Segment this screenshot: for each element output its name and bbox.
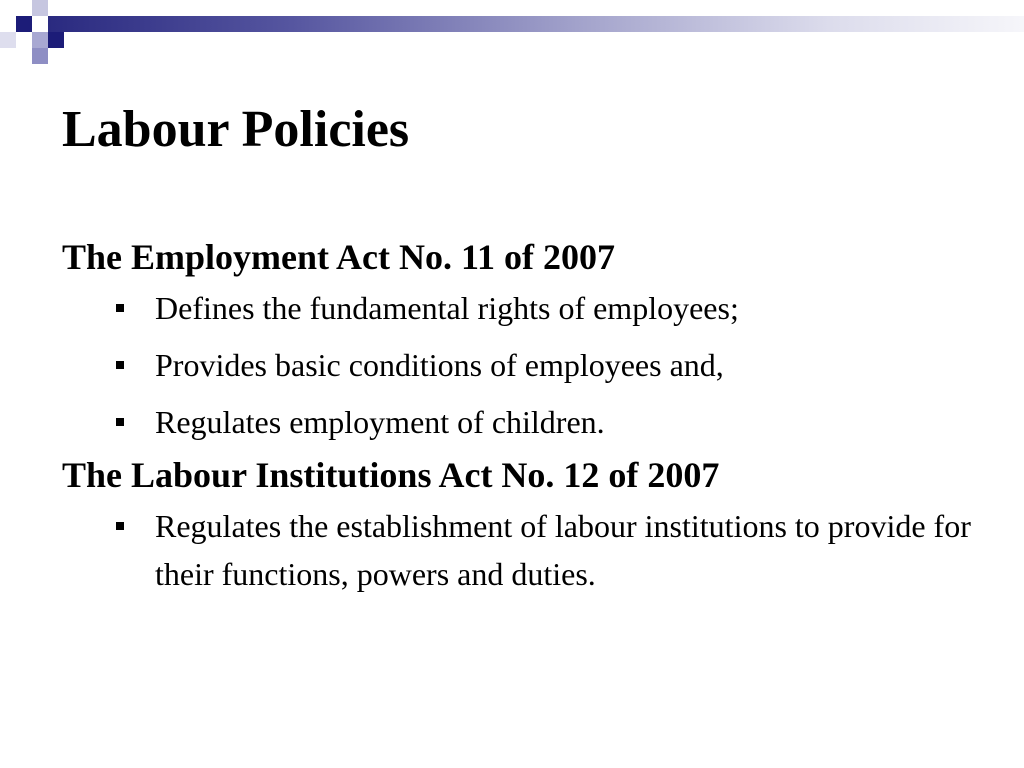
bullet-text: Regulates employment of children. bbox=[155, 404, 605, 440]
bullet-item bbox=[62, 398, 982, 446]
decor-square bbox=[32, 32, 48, 48]
section-heading: The Labour Institutions Act No. 12 of 2007 bbox=[62, 455, 720, 495]
decor-gradient-bar bbox=[48, 16, 1024, 32]
bullet-list bbox=[62, 284, 982, 446]
title-decoration bbox=[0, 0, 1024, 64]
section-employment-act bbox=[62, 230, 982, 446]
section-labour-institutions-act bbox=[62, 448, 982, 598]
slide-title: Labour Policies bbox=[62, 101, 410, 158]
bullet-list bbox=[62, 502, 982, 598]
square-bullet-icon bbox=[116, 418, 124, 426]
decor-square bbox=[32, 0, 48, 16]
bullet-text: Provides basic conditions of employees and, bbox=[155, 347, 724, 383]
square-bullet-icon bbox=[116, 522, 124, 530]
bullet-item bbox=[62, 502, 982, 598]
decor-square bbox=[0, 32, 16, 48]
section-heading: The Employment Act No. 11 of 2007 bbox=[62, 237, 615, 277]
bullet-text: Regulates the establishment of labour institutions to provide for their functions, powers and duties. bbox=[155, 508, 971, 592]
bullet-item bbox=[62, 284, 982, 332]
slide-content bbox=[62, 230, 982, 598]
decor-square bbox=[16, 16, 32, 32]
bullet-text: Defines the fundamental rights of employees; bbox=[155, 290, 739, 326]
square-bullet-icon bbox=[116, 361, 124, 369]
decor-square bbox=[32, 48, 48, 64]
bullet-item bbox=[62, 341, 982, 389]
decor-square bbox=[48, 32, 64, 48]
square-bullet-icon bbox=[116, 304, 124, 312]
